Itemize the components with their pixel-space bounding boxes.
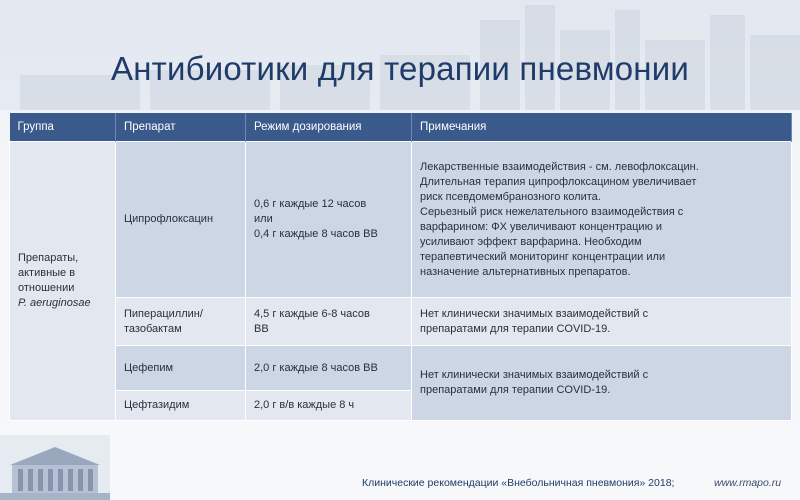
note-line: варфарином: ФХ увеличивают концентрацию и: [420, 220, 663, 233]
header-drug: Препарат: [116, 113, 246, 142]
note-line: риск псевдомембранозного колита.: [420, 190, 601, 203]
note-line: Лекарственные взаимодействия - см. левофлоксацин.: [420, 160, 699, 173]
table-row: [10, 142, 792, 298]
site-url: www.rmapo.ru: [714, 477, 782, 489]
group-text-line: Препараты,: [18, 252, 79, 264]
note-line: Нет клинически значимых взаимодействий с: [420, 369, 649, 381]
footer-reference: Клинические рекомендации «Внебольничная пневмония» 2018;: [362, 477, 675, 489]
note-cell: [412, 142, 792, 298]
note-line: Длительная терапия ципрофлоксацином увеличивает: [420, 175, 697, 188]
group-text-line: активные в: [18, 267, 76, 279]
note-line: усиливают эффект варфарина. Необходим: [420, 235, 642, 248]
drug-cell: Цефепим: [116, 346, 246, 391]
note-cell: [412, 346, 792, 421]
drug-cell: Ципрофлоксацин: [116, 142, 246, 298]
dose-cell: [246, 142, 412, 298]
group-organism: P. aeruginosae: [18, 297, 91, 309]
dose-line: 4,5 г каждые 6-8 часов: [254, 307, 370, 320]
dose-line: 0,6 г каждые 12 часов: [254, 198, 367, 210]
note-line: Нет клинически значимых взаимодействий с: [420, 307, 649, 320]
table-row: [10, 346, 792, 391]
group-cell: [10, 142, 116, 421]
note-line: Серьезный риск нежелательного взаимодействия с: [420, 205, 684, 218]
antibiotics-table: [9, 113, 792, 421]
dose-line: ВВ: [254, 322, 269, 335]
dose-cell: [246, 298, 412, 346]
drug-cell: Цефтазидим: [116, 391, 246, 421]
dose-cell: 2,0 г каждые 8 часов ВВ: [246, 346, 412, 391]
drug-line: Пиперациллин/: [124, 307, 203, 320]
dose-line: 0,4 г каждые 8 часов ВВ: [254, 228, 378, 240]
header-group: Группа: [10, 113, 116, 142]
drug-cell: [116, 298, 246, 346]
drug-line: тазобактам: [124, 322, 182, 335]
header-notes: Примечания: [412, 113, 792, 142]
dose-cell: 2,0 г в/в каждые 8 ч: [246, 391, 412, 421]
note-cell: [412, 298, 792, 346]
dose-line: или: [254, 213, 273, 225]
note-line: препаратами для терапии COVID-19.: [420, 384, 611, 396]
header-dose: Режим дозирования: [246, 113, 412, 142]
page-title: Антибиотики для терапии пневмонии: [111, 50, 689, 87]
group-text-line: отношении: [18, 282, 75, 294]
table-row: [10, 298, 792, 346]
note-line: терапевтический мониторинг концентрации или: [420, 250, 666, 263]
note-line: назначение альтернативных препаратов.: [420, 265, 631, 278]
note-line: препаратами для терапии COVID-19.: [420, 322, 611, 335]
building-illustration: [0, 435, 110, 500]
table-header-row: [10, 113, 792, 142]
